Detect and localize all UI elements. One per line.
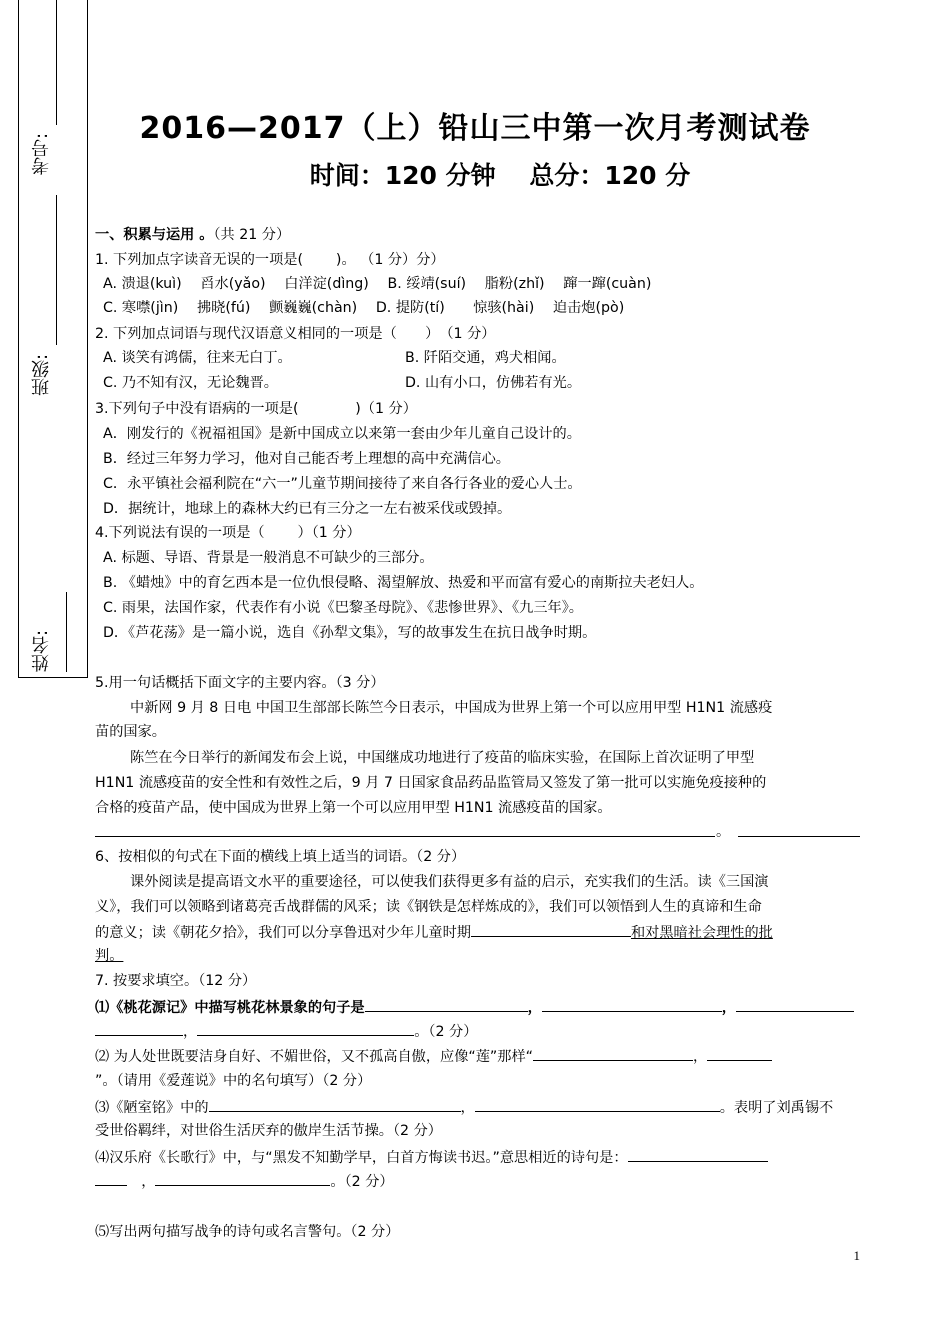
answer-blank[interactable]: [542, 997, 722, 1012]
name-field[interactable]: [66, 592, 67, 672]
q6-passage-text: 和对黑暗社会理性的批: [630, 925, 773, 941]
answer-blank[interactable]: [95, 1021, 183, 1036]
q7-item-5: ⑸写出两句描写战争的诗句或名言警句。（2 分）: [95, 1224, 400, 1240]
student-info-sidebar: [18, 0, 88, 678]
exam-no-label: 考号:: [31, 132, 52, 175]
class-field[interactable]: [56, 195, 57, 345]
q2-option-d: D. 山有小口，仿佛若有光。: [405, 375, 582, 391]
answer-blank[interactable]: [736, 997, 854, 1012]
q2-option-a: A. 谈笑有鸿儒，往来无白丁。: [103, 350, 292, 366]
q1-stem: 1. 下列加点字读音无误的一项是( )。 （1 分）分）: [95, 252, 445, 268]
q7-item-1-score: 。（2 分）: [414, 1024, 478, 1040]
q2-option-b: B. 阡陌交通，鸡犬相闻。: [405, 350, 566, 366]
q4-option-b: B. 《蜡烛》中的育乞西本是一位仇恨侵略、渴望解放、热爱和平而富有爱心的南斯拉夫老妇人。: [103, 575, 704, 591]
q4-option-a: A. 标题、导语、背景是一般消息不可缺少的三部分。: [103, 550, 434, 566]
q3-stem: 3.下列句子中没有语病的一项是( )（1 分）: [95, 401, 417, 417]
q5-stem: 5.用一句话概括下面文字的主要内容。（3 分）: [95, 675, 385, 691]
answer-blank[interactable]: [95, 1171, 127, 1186]
q2-stem: 2. 下列加点词语与现代汉语意义相同的一项是（ ） （1 分）: [95, 326, 496, 342]
section-heading: [95, 225, 860, 245]
q5-answer-line[interactable]: [95, 836, 715, 837]
q3-option-c: C．永平镇社会福利院在“六一”儿童节期间接待了来自各行各业的爱心人士。: [103, 476, 582, 492]
q7-item-2: ⑵ 为人处世既要洁身自好、不媚世俗，又不孤高自傲，应像“莲”那样“ ，: [95, 1046, 860, 1067]
answer-blank[interactable]: [475, 1097, 720, 1112]
q5-period: 。: [716, 824, 731, 840]
answer-blank[interactable]: [707, 1046, 772, 1061]
q4-option-c: C. 雨果，法国作家，代表作有小说《巴黎圣母院》、《悲惨世界》、《九三年》。: [103, 600, 583, 616]
q7-item-4-cont: ， 。（2 分）: [95, 1171, 860, 1192]
answer-blank[interactable]: [628, 1147, 768, 1162]
q5-passage-line: 合格的疫苗产品，使中国成为世界上第一个可以应用甲型 H1N1 流感疫苗的国家。: [95, 800, 612, 816]
q7-item-3: ⑶《陋室铭》中的 ， 。表明了刘禹锡不: [95, 1097, 860, 1118]
q4-option-d: D．《芦花荡》是一篇小说，选自《孙犁文集》，写的故事发生在抗日战争时期。: [103, 625, 597, 641]
q6-passage-line: 义》，我们可以领略到诸葛亮舌战群儒的风采；读《钢铁是怎样炼成的》，我们可以领悟到人生的真谛和生命: [95, 899, 762, 915]
q6-passage-text: 的意义；读《朝花夕拾》，我们可以分享鲁迅对少年儿童时期: [95, 925, 471, 941]
q6-passage-line: [95, 922, 860, 943]
q6-answer-blank[interactable]: [471, 922, 631, 937]
answer-blank[interactable]: [209, 1097, 461, 1112]
q5-passage-line: 苗的国家。: [95, 724, 166, 740]
q3-option-b: B．经过三年努力学习，他对自己能否考上理想的高中充满信心。: [103, 451, 510, 467]
section-score: （共 21 分）: [213, 227, 291, 243]
q1-option-cd: C. 寒噤(jìn) 拂晓(fú) 颤巍巍(chàn) D. 提防(tí) 惊骇(hài) 迫击炮(pò): [103, 300, 625, 316]
answer-blank[interactable]: [197, 1021, 414, 1036]
answer-blank[interactable]: [533, 1046, 693, 1061]
q7-item-3-text: 。表明了刘禹锡不: [719, 1100, 834, 1116]
class-label: 班级:: [31, 353, 52, 396]
q7-item-1: ⑴《桃花源记》中描写桃花林景象的句子是 ， ，: [95, 997, 860, 1018]
q7-item-4-text: ⑷汉乐府《长歌行》中，与“黑发不知勤学早，白首方悔读书迟。”意思相近的诗句是：: [95, 1150, 628, 1166]
name-label: 姓名:: [31, 629, 52, 672]
q7-item-4: [95, 1147, 860, 1168]
page-title: 2016—2017（上）铅山三中第一次月考测试卷: [139, 111, 811, 146]
q7-item-3-cont: 受世俗羁绊，对世俗生活厌弃的傲岸生活节操。（2 分）: [95, 1123, 442, 1139]
q7-item-3-text: ⑶《陋室铭》中的: [95, 1100, 209, 1116]
q3-option-a: A．刚发行的《祝福祖国》是新中国成立以来第一套由少年儿童自己设计的。: [103, 426, 581, 442]
q7-item-4-score: 。（2 分）: [330, 1174, 394, 1190]
q7-item-1-cont: ， 。（2 分）: [95, 1021, 860, 1042]
q5-passage-line: 中新网 9 月 8 日电 中国卫生部部长陈竺今日表示，中国成为世界上第一个可以应用甲型 H1N1 流感疫: [130, 700, 773, 716]
page-number: 1: [853, 1248, 860, 1263]
page-subtitle: 时间：120 分钟 总分：120 分: [309, 161, 691, 190]
answer-blank[interactable]: [155, 1171, 330, 1186]
q7-stem: 7. 按要求填空。（12 分）: [95, 973, 257, 989]
q5-passage-line: 陈竺在今日举行的新闻发布会上说，中国继成功地进行了疫苗的临床实验，在国际上首次证明了甲型: [130, 750, 755, 766]
section-title: 一、积累与运用 。: [95, 227, 214, 243]
q7-item-2-cont: ”。（请用《爱莲说》中的名句填写）（2 分）: [95, 1073, 372, 1089]
q7-item-2-text: ⑵ 为人处世既要洁身自好、不媚世俗，又不孤高自傲，应像“莲”那样“: [95, 1049, 533, 1065]
q7-item-1-text: ⑴《桃花源记》中描写桃花林景象的句子是: [95, 1000, 365, 1016]
answer-blank[interactable]: [365, 997, 528, 1012]
q6-passage-line: 课外阅读是提高语文水平的重要途径，可以使我们获得更多有益的启示，充实我们的生活。读《三国演: [130, 874, 769, 890]
q6-passage-line: 判。: [95, 948, 124, 964]
q2-option-c: C. 乃不知有汉，无论魏晋。: [103, 375, 278, 391]
q1-option-ab: A. 溃退(kuì) 舀水(yǎo) 白洋淀(dìng) B. 绥靖(suí) 脂粉(zhǐ) 蹿一蹿(cuàn): [103, 276, 652, 292]
q5-answer-line-end[interactable]: [738, 836, 860, 837]
q3-option-d: D．据统计，地球上的森林大约已有三分之一左右被采伐或毁掉。: [103, 501, 512, 517]
q4-stem: 4.下列说法有误的一项是（ ）（1 分）: [95, 525, 361, 541]
q6-stem: 6、按相似的句式在下面的横线上填上适当的词语。（2 分）: [95, 849, 466, 865]
q5-passage-line: H1N1 流感疫苗的安全性和有效性之后，9 月 7 日国家食品药品监管局又签发了第一批可以实施免疫接种的: [95, 775, 767, 791]
